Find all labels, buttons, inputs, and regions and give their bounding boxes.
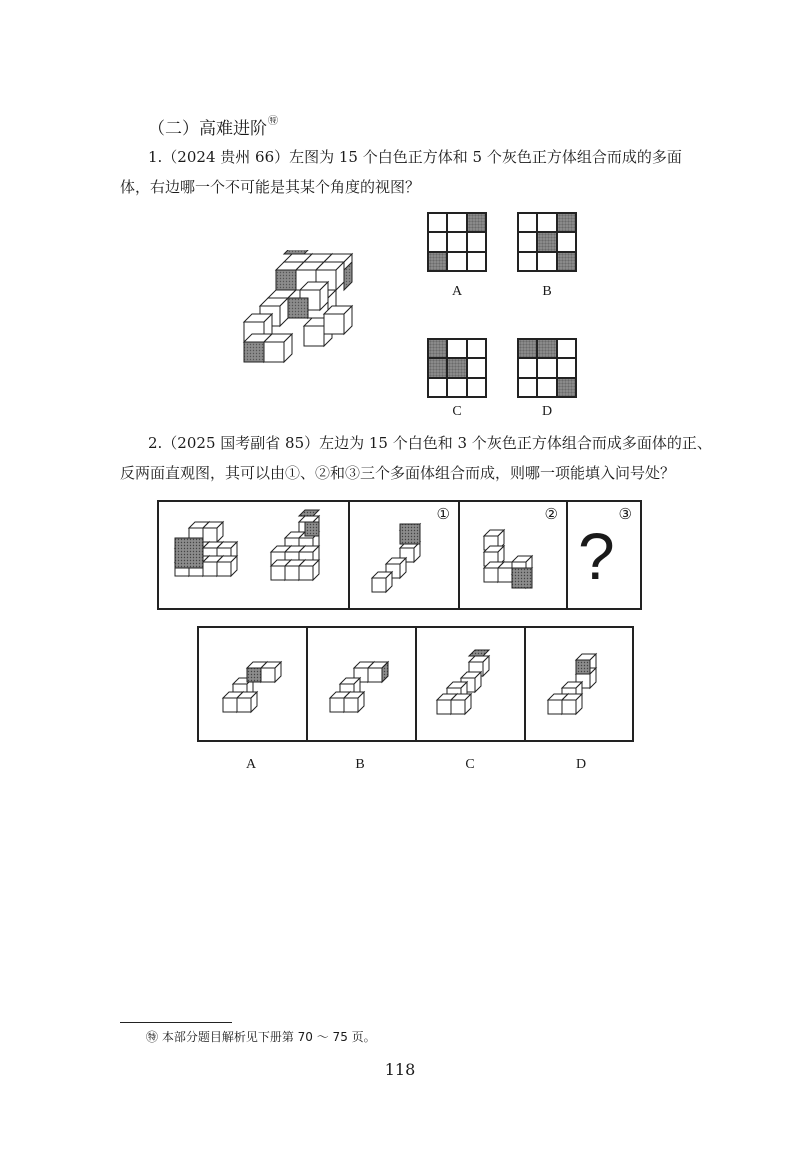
question-1-option-d[interactable]: [517, 338, 577, 420]
question-1-line-2: 体，右边哪一个不可能是其某个角度的视图？: [120, 178, 421, 196]
page-number: 118: [384, 1060, 416, 1079]
footnote: [146, 1028, 376, 1045]
question-1-text: [120, 142, 730, 202]
question-1-option-c[interactable]: [427, 338, 487, 420]
option-c-label: C: [452, 404, 462, 419]
option-b-drawing: [308, 628, 413, 740]
option-c-view-grid: [427, 338, 487, 398]
question-2-option-b-label: B: [355, 757, 365, 772]
section-title-text: （二）高难进阶: [148, 119, 267, 139]
piece-1-mark: ①: [436, 505, 450, 523]
question-mark: ?: [578, 519, 615, 593]
question-2-figure-row: [157, 500, 642, 610]
option-a-view-grid: [427, 212, 487, 272]
piece-2-mark: ②: [544, 505, 558, 523]
question-2-piece-2: [460, 502, 568, 608]
composite-solid-drawing: [159, 502, 350, 608]
footnote-text: 本部分题目解析见下册第 70 ～ 75 页。: [161, 1030, 376, 1044]
question-1-option-a[interactable]: [427, 212, 487, 300]
option-a-label: A: [451, 284, 463, 299]
option-d-drawing: [526, 628, 628, 740]
option-c-drawing: [417, 628, 522, 740]
section-title: [148, 112, 278, 139]
question-2-option-a[interactable]: [199, 628, 308, 740]
question-1-option-b[interactable]: [517, 212, 577, 300]
question-2-option-c[interactable]: [417, 628, 526, 740]
question-2-piece-1: [350, 502, 460, 608]
option-a-drawing: [199, 628, 304, 740]
footnote-divider: [120, 1022, 232, 1023]
question-2-line-2: 反两面直观图，其可以由①、②和③三个多面体组合而成，则哪一项能填入问号处？: [120, 464, 676, 482]
question-2-option-d-label: D: [575, 757, 587, 772]
question-2-option-a-label: A: [245, 757, 257, 772]
piece-3-mark: ③: [618, 505, 632, 523]
option-d-label: D: [541, 404, 553, 419]
footnote-mark: ㊕: [146, 1030, 159, 1044]
option-b-label: B: [542, 284, 552, 299]
question-1-line-1: 1.（2024 贵州 66）左图为 15 个白色正方体和 5 个灰色正方体组合而成的多面: [148, 148, 682, 166]
question-2-option-b[interactable]: [308, 628, 417, 740]
question-2-piece-3: [568, 502, 640, 608]
question-2-text: [120, 428, 730, 488]
section-title-mark: ㊕: [268, 116, 278, 127]
question-2-line-1: 2.（2025 国考副省 85）左边为 15 个白色和 3 个灰色正方体组合而成多面体的正、: [148, 434, 712, 452]
option-b-view-grid: [517, 212, 577, 272]
question-2-options-row: [197, 626, 634, 742]
question-2-option-d[interactable]: [526, 628, 632, 740]
question-2-option-c-label: C: [465, 757, 475, 772]
question-2-composite-views: [159, 502, 350, 608]
option-d-view-grid: [517, 338, 577, 398]
question-1-solid-figure: [240, 250, 360, 370]
